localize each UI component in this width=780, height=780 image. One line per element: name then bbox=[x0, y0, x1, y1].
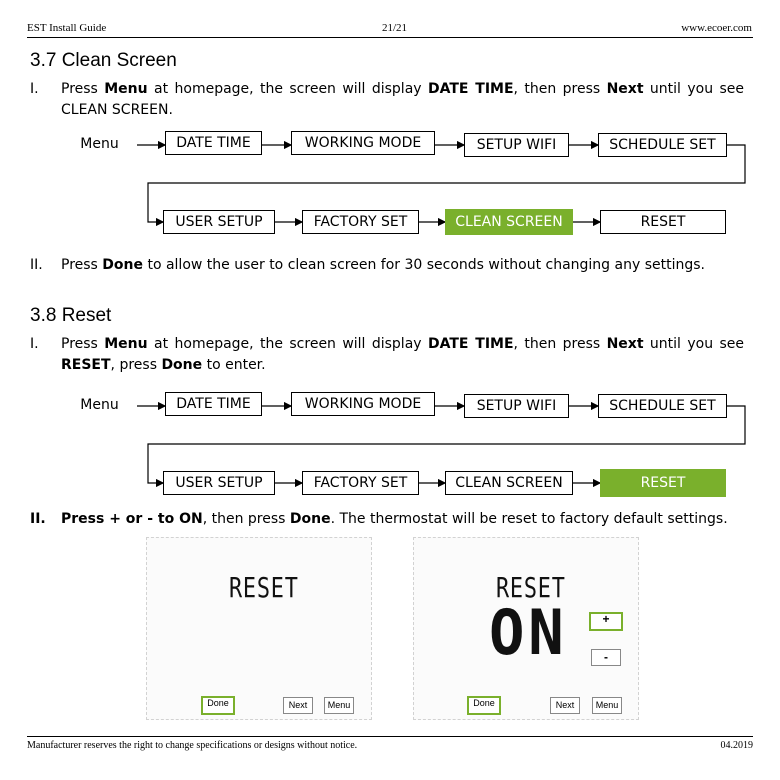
thermostat-display-reset-on bbox=[413, 537, 639, 720]
flow-menu: Menu bbox=[62, 393, 137, 417]
flow-date-time: DATE TIME bbox=[165, 131, 262, 155]
flow-schedule-set: SCHEDULE SET bbox=[598, 394, 727, 418]
menu-button[interactable]: Menu bbox=[324, 697, 354, 714]
next-button[interactable]: Next bbox=[283, 697, 313, 714]
step-number: II. bbox=[30, 257, 43, 273]
display-screen-text: RESET bbox=[229, 571, 299, 604]
done-button-highlighted[interactable]: Done bbox=[201, 696, 235, 715]
flow-reset: RESET bbox=[600, 210, 726, 234]
flow-schedule-set: SCHEDULE SET bbox=[598, 133, 727, 157]
step-text: Press Menu at homepage, the screen will display DATE TIME, then press Next until you see RESET, press Done to enter. bbox=[61, 336, 744, 373]
minus-button[interactable]: - bbox=[591, 649, 621, 666]
menu-button[interactable]: Menu bbox=[592, 697, 622, 714]
flow-clean-screen: CLEAN SCREEN bbox=[445, 471, 573, 495]
done-button-highlighted[interactable]: Done bbox=[467, 696, 501, 715]
next-button[interactable]: Next bbox=[550, 697, 580, 714]
flow-setup-wifi: SETUP WIFI bbox=[464, 133, 569, 157]
flow-working-mode: WORKING MODE bbox=[291, 131, 435, 155]
display-value: ON bbox=[489, 596, 568, 669]
step-number: I. bbox=[30, 336, 39, 352]
flow-factory-set: FACTORY SET bbox=[302, 210, 419, 234]
section-title-clean-screen: 3.7 Clean Screen bbox=[30, 50, 177, 71]
thermostat-display-reset bbox=[146, 537, 372, 720]
flow-working-mode: WORKING MODE bbox=[291, 392, 435, 416]
step-text: Press Done to allow the user to clean screen for 30 seconds without changing any settings. bbox=[61, 257, 705, 273]
step-text: Press + or - to ON, then press Done. The thermostat will be reset to factory default settings. bbox=[61, 511, 728, 527]
header-left-text: EST Install Guide bbox=[27, 22, 107, 34]
flow-reset-highlighted: RESET bbox=[600, 469, 726, 497]
step-number: II. bbox=[30, 511, 46, 527]
footer-date: 04.2019 bbox=[720, 740, 753, 751]
flow-menu: Menu bbox=[62, 132, 137, 156]
section-title-reset: 3.8 Reset bbox=[30, 305, 112, 326]
step-number: I. bbox=[30, 81, 39, 97]
flow-date-time: DATE TIME bbox=[165, 392, 262, 416]
step-text: Press Menu at homepage, the screen will display DATE TIME, then press Next until you see CLEAN SCREEN. bbox=[61, 81, 744, 118]
flow-clean-screen-highlighted: CLEAN SCREEN bbox=[445, 209, 573, 235]
flow-user-setup: USER SETUP bbox=[163, 210, 275, 234]
footer-divider bbox=[27, 736, 753, 737]
footer-disclaimer: Manufacturer reserves the right to change specifications or designs without notice. bbox=[27, 740, 358, 751]
header-website: www.ecoer.com bbox=[681, 22, 752, 34]
flow-factory-set: FACTORY SET bbox=[302, 471, 419, 495]
flow-user-setup: USER SETUP bbox=[163, 471, 275, 495]
page-number: 21/21 bbox=[382, 22, 408, 34]
plus-button-highlighted[interactable]: + bbox=[589, 612, 623, 631]
display-screen-text: RESET bbox=[496, 571, 566, 604]
flow-setup-wifi: SETUP WIFI bbox=[464, 394, 569, 418]
